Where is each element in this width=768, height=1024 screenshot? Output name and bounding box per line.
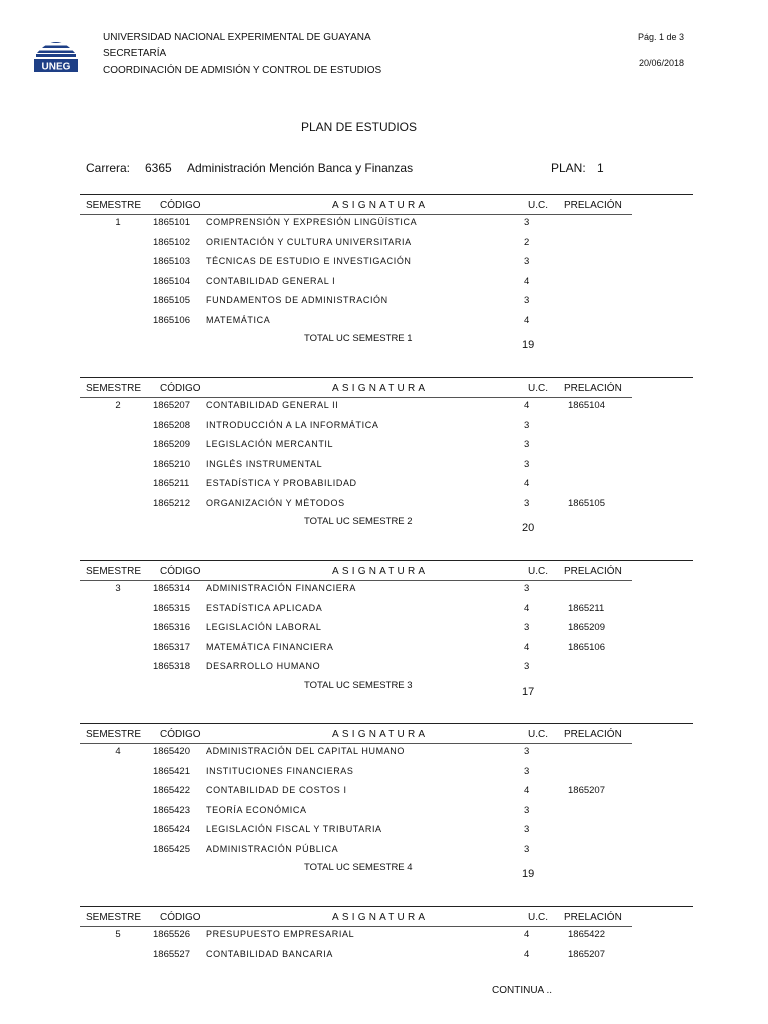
course-name: ORGANIZACIÓN Y MÉTODOS — [206, 497, 345, 508]
course-name: MATEMÁTICA FINANCIERA — [206, 641, 334, 652]
document-title: PLAN DE ESTUDIOS — [300, 120, 418, 134]
semester-number: 3 — [115, 583, 121, 594]
course-row — [80, 742, 693, 762]
course-name: MATEMÁTICA — [206, 314, 271, 325]
coordination-label: COORDINACIÓN DE ADMISIÓN Y CONTROL DE ESTUDIOS — [103, 65, 382, 76]
table-header — [80, 195, 693, 213]
course-code: 1865207 — [153, 400, 190, 411]
carrera-code: 6365 — [145, 161, 172, 175]
course-name: ESTADÍSTICA Y PROBABILIDAD — [206, 478, 357, 488]
course-row — [80, 599, 693, 619]
course-uc: 4 — [524, 478, 530, 489]
course-name: CONTABILIDAD GENERAL I — [206, 275, 336, 286]
course-uc: 2 — [524, 236, 530, 248]
course-uc: 3 — [524, 256, 530, 267]
column-header-uc: U.C. — [528, 566, 548, 577]
course-name: CONTABILIDAD GENERAL II — [206, 400, 339, 410]
semester-total — [80, 330, 693, 360]
course-prelacion: 1865211 — [568, 602, 605, 614]
semester-total-value: 20 — [522, 522, 535, 534]
semester-total-value: 19 — [522, 339, 535, 351]
course-code: 1865421 — [153, 765, 190, 777]
course-name: TÉCNICAS DE ESTUDIO E INVESTIGACIÓN — [206, 256, 412, 266]
course-name: INSTITUCIONES FINANCIERAS — [206, 765, 354, 776]
course-name: INGLÉS INSTRUMENTAL — [206, 458, 323, 469]
semester-total-label: TOTAL UC SEMESTRE 3 — [304, 679, 413, 691]
course-name: ESTADÍSTICA APLICADA — [206, 602, 323, 613]
course-row — [80, 272, 693, 292]
course-uc: 4 — [524, 314, 530, 326]
course-row — [80, 252, 693, 272]
course-row — [80, 311, 693, 331]
course-uc: 4 — [524, 602, 530, 614]
semester-total — [80, 859, 693, 889]
semester-section — [80, 194, 693, 360]
semester-total — [80, 513, 693, 543]
course-code: 1865420 — [153, 746, 190, 757]
course-name: ADMINISTRACIÓN FINANCIERA — [206, 583, 357, 593]
semester-total-value: 17 — [522, 685, 535, 698]
course-row — [80, 618, 693, 638]
semester-number: 2 — [115, 400, 121, 411]
course-uc: 4 — [524, 400, 530, 411]
course-uc: 3 — [524, 661, 530, 672]
course-code: 1865318 — [153, 661, 190, 672]
course-row — [80, 840, 693, 860]
column-header-semestre: SEMESTRE — [86, 566, 142, 577]
semester-total-value: 19 — [522, 868, 535, 880]
course-row — [80, 213, 693, 233]
course-name: DESARROLLO HUMANO — [206, 661, 321, 671]
column-header-prelacion: PRELACIÓN — [564, 729, 622, 740]
course-code: 1865102 — [153, 236, 190, 248]
university-name: UNIVERSIDAD NACIONAL EXPERIMENTAL DE GUAYANA — [103, 32, 371, 43]
course-row — [80, 945, 693, 965]
course-name: FUNDAMENTOS DE ADMINISTRACIÓN — [206, 295, 388, 305]
course-code: 1865317 — [153, 641, 190, 653]
course-name: ORIENTACIÓN Y CULTURA UNIVERSITARIA — [206, 236, 412, 247]
course-name: ADMINISTRACIÓN PÚBLICA — [206, 843, 339, 854]
course-uc: 3 — [524, 439, 530, 450]
column-header-prelacion: PRELACIÓN — [564, 200, 622, 211]
column-header-semestre: SEMESTRE — [86, 912, 142, 923]
course-uc: 3 — [524, 217, 530, 228]
course-code: 1865101 — [153, 217, 190, 228]
course-uc: 4 — [524, 785, 530, 796]
course-name: TEORÍA ECONÓMICA — [206, 804, 307, 815]
column-header-prelacion: PRELACIÓN — [564, 566, 622, 577]
course-code: 1865423 — [153, 804, 190, 816]
course-name: CONTABILIDAD DE COSTOS I — [206, 785, 347, 795]
course-prelacion: 1865207 — [568, 948, 605, 960]
course-uc: 3 — [524, 824, 530, 835]
column-header-codigo: CÓDIGO — [160, 912, 201, 923]
table-header — [80, 907, 693, 925]
course-prelacion: 1865106 — [568, 641, 605, 653]
course-uc: 3 — [524, 804, 530, 816]
carrera-name: Administración Mención Banca y Finanzas — [187, 161, 414, 175]
semester-section — [80, 377, 693, 543]
course-uc: 3 — [524, 458, 530, 470]
course-code: 1865425 — [153, 843, 190, 855]
course-row — [80, 801, 693, 821]
course-row — [80, 396, 693, 416]
course-row — [80, 233, 693, 253]
course-row — [80, 291, 693, 311]
carrera-label: Carrera: — [86, 161, 131, 175]
course-prelacion: 1865104 — [568, 400, 605, 411]
table-header — [80, 378, 693, 396]
column-header-asignatura: ASIGNATURA — [332, 200, 429, 211]
course-row — [80, 781, 693, 801]
course-uc: 3 — [524, 765, 530, 777]
course-name: LEGISLACIÓN LABORAL — [206, 622, 322, 632]
column-header-codigo: CÓDIGO — [160, 200, 201, 211]
course-name: INTRODUCCIÓN A LA INFORMÁTICA — [206, 419, 379, 430]
column-header-codigo: CÓDIGO — [160, 383, 201, 394]
course-name: ADMINISTRACIÓN DEL CAPITAL HUMANO — [206, 746, 405, 756]
course-uc: 3 — [524, 622, 530, 633]
semester-total-label: TOTAL UC SEMESTRE 2 — [304, 516, 413, 527]
course-uc: 3 — [524, 843, 530, 855]
semester-section — [80, 906, 693, 964]
course-code: 1865527 — [153, 948, 190, 960]
column-header-asignatura: ASIGNATURA — [332, 383, 429, 394]
course-row — [80, 820, 693, 840]
course-row — [80, 455, 693, 475]
column-header-uc: U.C. — [528, 200, 548, 211]
course-code: 1865210 — [153, 458, 190, 470]
course-code: 1865209 — [153, 439, 190, 450]
column-header-semestre: SEMESTRE — [86, 383, 142, 394]
course-code: 1865208 — [153, 419, 190, 431]
course-code: 1865526 — [153, 929, 190, 940]
course-row — [80, 762, 693, 782]
course-code: 1865316 — [153, 622, 190, 633]
course-row — [80, 657, 693, 677]
course-row — [80, 494, 693, 514]
column-header-codigo: CÓDIGO — [160, 566, 201, 577]
course-code: 1865314 — [153, 583, 190, 594]
course-name: COMPRENSIÓN Y EXPRESIÓN LINGÜÍSTICA — [206, 217, 418, 227]
course-uc: 3 — [524, 746, 530, 757]
course-code: 1865106 — [153, 314, 190, 326]
course-row — [80, 925, 693, 945]
course-uc: 3 — [524, 419, 530, 431]
semester-number: 5 — [115, 929, 121, 940]
table-header — [80, 724, 693, 742]
course-row — [80, 579, 693, 599]
report-date: 20/06/2018 — [638, 58, 684, 68]
course-name: LEGISLACIÓN MERCANTIL — [206, 439, 334, 449]
semester-number: 1 — [115, 217, 121, 228]
svg-text:UNEG: UNEG — [41, 61, 71, 73]
course-uc: 4 — [524, 275, 530, 287]
column-header-asignatura: ASIGNATURA — [332, 729, 429, 740]
course-name: CONTABILIDAD BANCARIA — [206, 948, 333, 959]
course-code: 1865105 — [153, 295, 190, 306]
course-name: LEGISLACIÓN FISCAL Y TRIBUTARIA — [206, 824, 382, 834]
column-header-codigo: CÓDIGO — [160, 729, 201, 740]
column-header-prelacion: PRELACIÓN — [564, 383, 622, 394]
course-prelacion: 1865207 — [568, 785, 605, 796]
course-code: 1865104 — [153, 275, 190, 287]
semester-total-label: TOTAL UC SEMESTRE 1 — [304, 333, 413, 344]
column-header-asignatura: ASIGNATURA — [332, 912, 429, 923]
course-uc: 3 — [524, 295, 530, 306]
course-uc: 3 — [524, 583, 530, 594]
column-header-semestre: SEMESTRE — [86, 200, 142, 211]
semester-section — [80, 560, 693, 707]
course-uc: 4 — [524, 641, 530, 653]
course-prelacion: 1865209 — [568, 622, 605, 633]
semester-number: 4 — [115, 746, 121, 757]
page-number: Pág. 1 de 3 — [637, 32, 684, 42]
course-code: 1865211 — [153, 478, 190, 489]
semester-section — [80, 723, 693, 889]
course-prelacion: 1865105 — [568, 497, 605, 509]
course-uc: 4 — [524, 929, 530, 940]
secretaria-label: SECRETARÍA — [103, 48, 167, 59]
column-header-prelacion: PRELACIÓN — [564, 912, 622, 923]
course-row — [80, 416, 693, 436]
plan-value: 1 — [597, 161, 604, 175]
course-code: 1865422 — [153, 785, 190, 796]
course-row — [80, 474, 693, 494]
course-row — [80, 638, 693, 658]
semester-total-label: TOTAL UC SEMESTRE 4 — [304, 862, 413, 873]
column-header-uc: U.C. — [528, 729, 548, 740]
column-header-uc: U.C. — [528, 383, 548, 394]
column-header-asignatura: ASIGNATURA — [332, 566, 429, 577]
continua-label: CONTINUA .. — [492, 985, 553, 996]
column-header-uc: U.C. — [528, 912, 548, 923]
course-row — [80, 435, 693, 455]
course-code: 1865212 — [153, 497, 190, 509]
course-uc: 3 — [524, 497, 530, 509]
table-header — [80, 561, 693, 579]
course-code: 1865103 — [153, 256, 190, 267]
column-header-semestre: SEMESTRE — [86, 729, 142, 740]
plan-label: PLAN: — [551, 161, 586, 175]
course-prelacion: 1865422 — [568, 929, 605, 940]
uneg-logo — [33, 29, 79, 73]
course-uc: 4 — [524, 948, 530, 960]
semester-total — [80, 677, 693, 707]
course-code: 1865315 — [153, 602, 190, 614]
course-code: 1865424 — [153, 824, 190, 835]
course-name: PRESUPUESTO EMPRESARIAL — [206, 929, 355, 939]
